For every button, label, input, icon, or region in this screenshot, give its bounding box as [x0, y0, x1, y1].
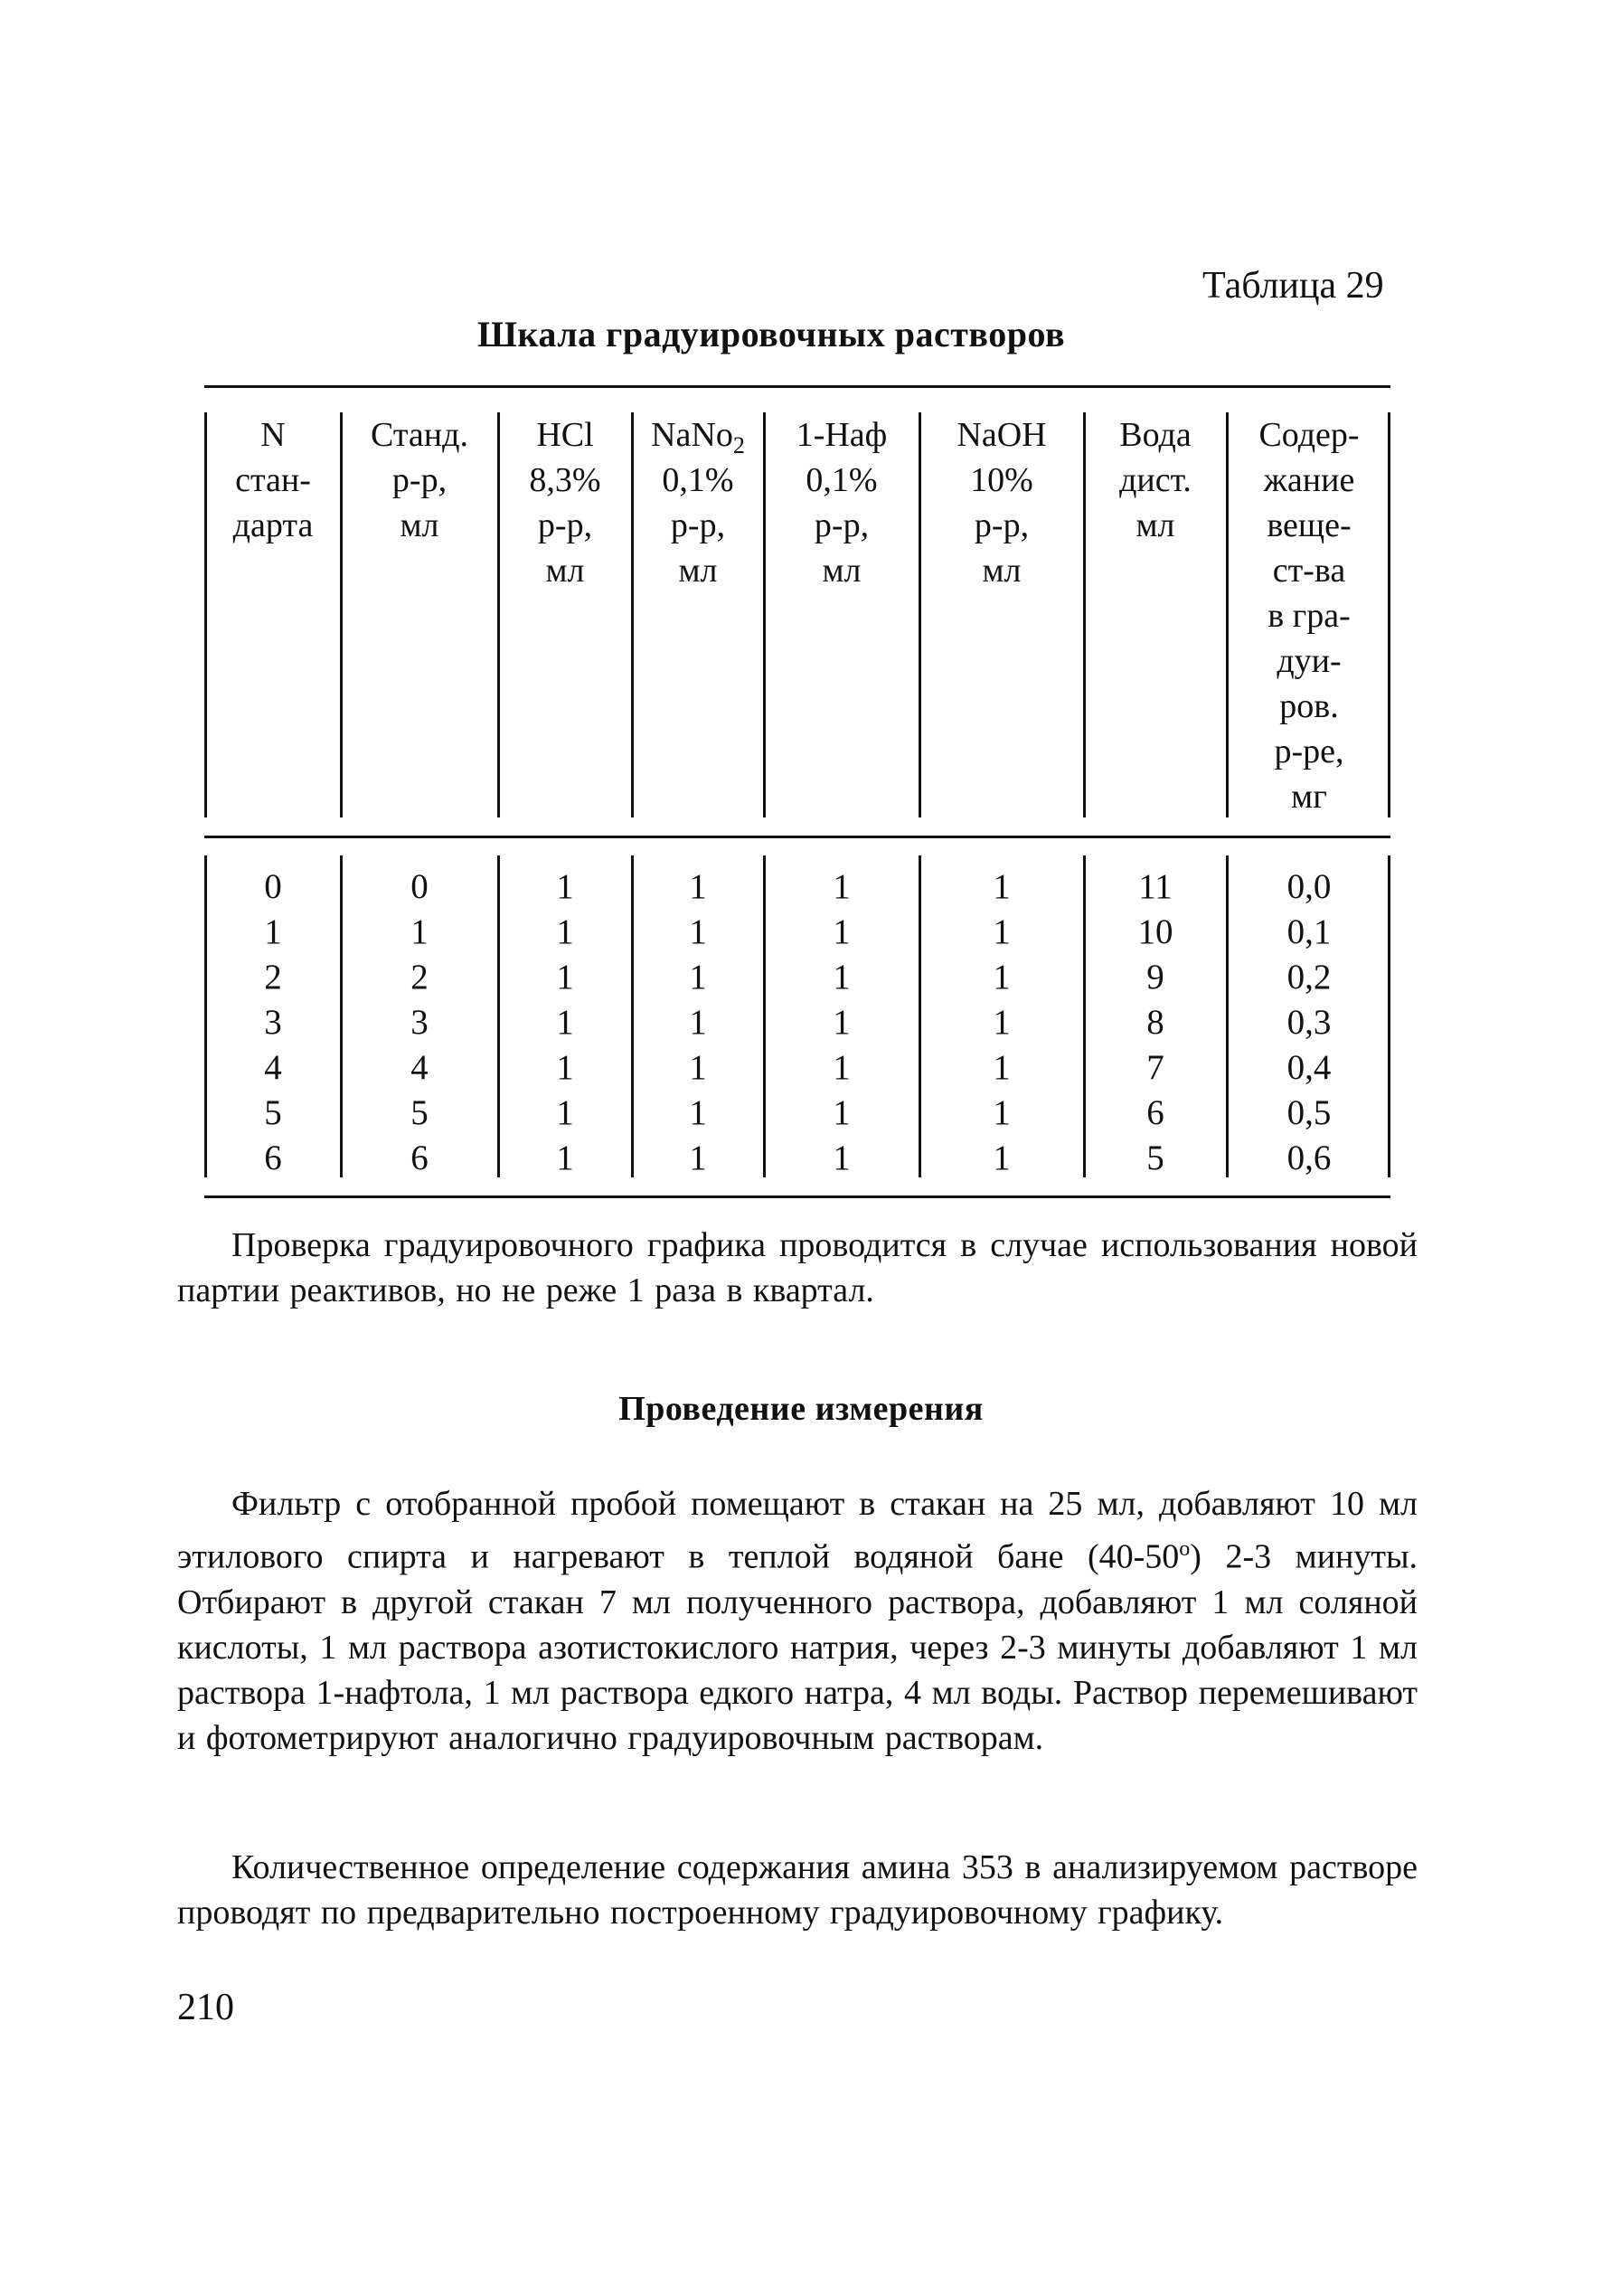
header-line: жание: [1263, 461, 1355, 499]
table-cell: 0: [410, 867, 429, 906]
table-row: [204, 865, 1390, 910]
table-cell: 1: [833, 1093, 851, 1132]
table-cell: 1: [556, 1093, 574, 1132]
paragraph-quantification: Количественное определение содержания амина 353 в анализируемом растворе проводят по предварительно построенному градуировочному графику.: [177, 1848, 1418, 1932]
column-divider-header: [204, 412, 207, 817]
header-line: р-р,: [391, 461, 448, 499]
paragraph-calibration-check: Проверка градуировочного графика проводится в случае использования новой партии реактивов, но не реже 1 раза в квартал.: [177, 1226, 1418, 1309]
header-cell-standard-number: [208, 412, 338, 548]
table-cell: 1: [833, 867, 851, 906]
header-line: 1-Наф: [796, 416, 888, 454]
column-divider-header: [631, 412, 634, 817]
table-cell: 1: [689, 912, 707, 951]
table-cell: 11: [1138, 867, 1173, 906]
header-line: р-ре,: [1274, 732, 1344, 770]
table-cell: 3: [410, 1003, 429, 1042]
header-line: Станд.: [371, 416, 468, 454]
table-cell: 1: [993, 912, 1011, 951]
header-line: стан-: [235, 461, 311, 499]
paragraph-measurement: [177, 1481, 1418, 1761]
header-line: 0,1%: [806, 461, 878, 499]
column-divider-header: [340, 412, 343, 817]
table-cell: 1: [556, 1048, 574, 1087]
table-cell: 1: [833, 1139, 851, 1177]
table-cell: 2: [410, 958, 429, 997]
table-cell: 1: [689, 1093, 707, 1132]
table-cell: 1: [993, 1003, 1011, 1042]
header-line: мл: [678, 552, 718, 590]
header-line: мл: [982, 552, 1022, 590]
table-cell: 7: [1146, 1048, 1164, 1087]
table-cell: 6: [264, 1139, 282, 1177]
table-cell: 6: [1146, 1093, 1164, 1132]
table-cell: 5: [410, 1093, 429, 1132]
header-line: мл: [1136, 506, 1175, 544]
table-cell: 1: [993, 1139, 1011, 1177]
table-row: [204, 955, 1390, 1000]
header-subscript: 2: [732, 432, 745, 458]
table-cell: 0: [264, 867, 282, 906]
table-row: [204, 1045, 1390, 1091]
table-cell: 1: [993, 1048, 1011, 1087]
table-cell: 1: [556, 1139, 574, 1177]
table-cell: 0,2: [1286, 958, 1332, 997]
column-divider-header: [763, 412, 766, 817]
column-divider-header: [497, 412, 500, 817]
header-line: р-р,: [537, 506, 593, 544]
table-cell: 9: [1146, 958, 1164, 997]
table-row: [204, 910, 1390, 955]
header-line: дист.: [1119, 461, 1192, 499]
column-divider-header: [1083, 412, 1086, 817]
header-line: р-р,: [670, 506, 726, 544]
table-cell: 1: [556, 912, 574, 951]
table-cell: 0,6: [1286, 1139, 1332, 1177]
table-label: Таблица 29: [1202, 265, 1384, 307]
header-line: NaOH: [956, 416, 1047, 454]
header-line: 8,3%: [529, 461, 601, 499]
header-line: ст-ва: [1272, 552, 1346, 590]
header-cell-naphthol: [767, 412, 917, 593]
table-cell: 1: [689, 1003, 707, 1042]
header-cell-water: [1087, 412, 1224, 548]
table-row: [204, 1000, 1390, 1045]
table-row: [204, 1091, 1390, 1136]
header-line: р-р,: [974, 506, 1030, 544]
header-cell-nano2: [635, 412, 761, 593]
table-cell: 0,3: [1286, 1003, 1332, 1042]
header-line: веще-: [1267, 506, 1352, 544]
section-heading: Проведение измерения: [618, 1390, 984, 1428]
table-cell: 1: [993, 958, 1011, 997]
table-cell: 1: [689, 1139, 707, 1177]
page-number: 210: [177, 1987, 234, 2028]
table-cell: 6: [410, 1139, 429, 1177]
table-cell: 10: [1137, 912, 1173, 951]
header-cell-naoh: [922, 412, 1081, 593]
header-line: Содер-: [1258, 416, 1360, 454]
table-cell: 0,0: [1286, 867, 1332, 906]
table-cell: 1: [689, 1048, 707, 1087]
table-cell: 1: [833, 912, 851, 951]
table-row: [204, 1136, 1390, 1181]
header-line: 0,1%: [662, 461, 734, 499]
table-bottom-rule: [204, 1195, 1390, 1198]
paragraph-text: Фильтр с отобранной пробой помещают в стакан на 25 мл, добавляют 10 мл этилового спирта и нагревают в теплой водяной бане (40-50: [177, 1485, 1418, 1576]
table-cell: 0,4: [1286, 1048, 1332, 1087]
header-line: мл: [545, 552, 585, 590]
table-cell: 1: [410, 912, 429, 951]
header-line: в гра-: [1267, 597, 1351, 635]
paragraph-text: ) 2-3 минуты. Отбирают в другой стакан 7 мл полученного раствора, добавляют 1 мл соляной кислоты, 1 мл раствора азотистокислого натрия, через 2-3 минуты добавляют 1 мл раствора 1-нафтола, 1 мл раствора едкого натра, 4 мл воды. Раствор перемешивают и фотометрируют аналогично градуировочным растворам.: [177, 1537, 1418, 1757]
header-line: ров.: [1279, 687, 1339, 725]
table-cell: 4: [264, 1048, 282, 1087]
table-cell: 1: [264, 912, 282, 951]
header-cell-hcl: [501, 412, 629, 593]
table-cell: 1: [993, 867, 1011, 906]
column-divider-header: [919, 412, 921, 817]
header-line: дарта: [232, 506, 314, 544]
table-cell: 1: [993, 1093, 1011, 1132]
header-line: Вода: [1119, 416, 1192, 454]
column-divider-header: [1226, 412, 1229, 817]
header-line: [635, 412, 761, 458]
header-line: N: [260, 416, 286, 454]
table-cell: 3: [264, 1003, 282, 1042]
table-cell: 4: [410, 1048, 429, 1087]
table-cell: 8: [1146, 1003, 1164, 1042]
table-cell: 5: [264, 1093, 282, 1132]
table-cell: 1: [556, 867, 574, 906]
table-cell: 0,5: [1286, 1093, 1332, 1132]
table-cell: 1: [833, 958, 851, 997]
header-line: мг: [1291, 778, 1327, 816]
table-cell: 0,1: [1286, 912, 1332, 951]
degree-superscript: о: [1179, 1537, 1191, 1561]
table-cell: 1: [689, 867, 707, 906]
table-cell: 1: [833, 1003, 851, 1042]
header-line: дуи-: [1277, 642, 1342, 680]
table-cell: 1: [556, 1003, 574, 1042]
table-cell: 1: [556, 958, 574, 997]
header-formula: NaNo: [651, 416, 733, 454]
table-cell: 2: [264, 958, 282, 997]
table-title: Шкала градуировочных растворов: [477, 314, 1066, 354]
table-cell: 1: [833, 1048, 851, 1087]
header-line: 10%: [970, 461, 1033, 499]
table-top-rule: [204, 385, 1390, 388]
header-cell-content: [1230, 412, 1389, 819]
table-cell: 1: [689, 958, 707, 997]
table-cell: 5: [1146, 1139, 1164, 1177]
header-line: мл: [822, 552, 862, 590]
header-cell-standard-solution: [344, 412, 495, 548]
header-line: HCl: [536, 416, 594, 454]
table-header-rule: [204, 836, 1390, 838]
header-line: мл: [400, 506, 439, 544]
header-line: р-р,: [814, 506, 870, 544]
